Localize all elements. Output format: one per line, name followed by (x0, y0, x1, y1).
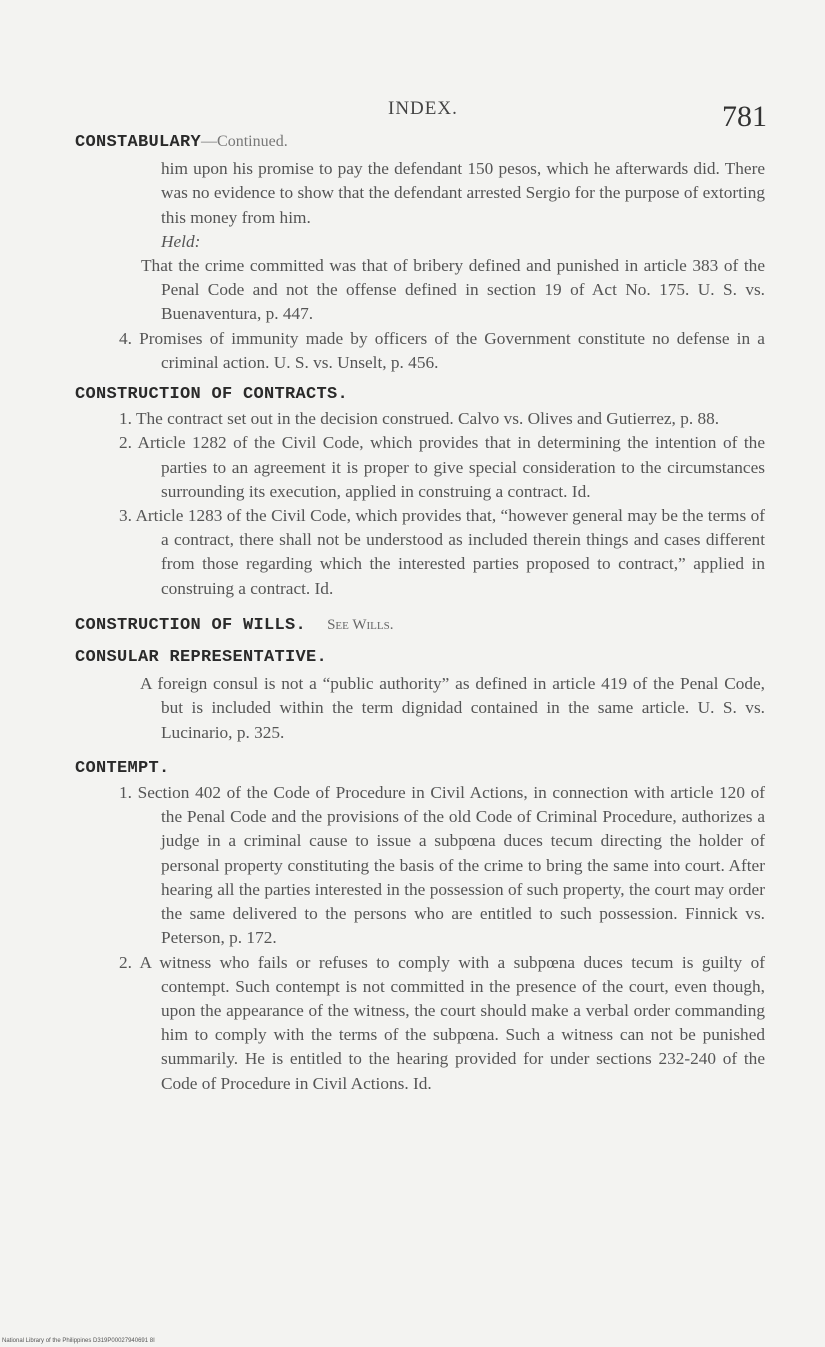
index-entry-construction-of-wills (75, 613, 765, 638)
entry-heading: CONSTABULARY—Continued. (75, 133, 288, 152)
running-header-title: INDEX. (388, 98, 458, 119)
continued-label: —Continued. (201, 133, 288, 150)
entry-heading: CONTEMPT. (75, 758, 170, 778)
entry-item: 3. Article 1283 of the Civil Code, which provides that, “however general may be the terms of a contract, there shall not be understood as included therein things and cases different from those regarding which the interested parties proposed to contract,” applied in construing a contract. Id. (119, 506, 765, 598)
index-entry-consular-representative (75, 646, 765, 745)
entry-item: 1. Section 402 of the Code of Procedure in Civil Actions, in connection with article 120 of the Penal Code and the provisions of the old Code of Criminal Procedure, authorizes a judge in a criminal cause to issue a subpœna duces tecum directing the holder of personal property constituting the basis of the crime to bring the same into court. After hearing all the parties interested in the possession of such property, the court may order the same delivered to the persons who are entitled to such possession. Finnick vs. Peterson, p. 172. (119, 783, 765, 948)
entry-heading: CONSTRUCTION OF WILLS. See Wills. (75, 615, 394, 635)
entry-heading: CONSULAR REPRESENTATIVE. (75, 648, 328, 668)
entry-item: 2. Article 1282 of the Civil Code, which provides that in determining the intention of the parties to an agreement it is proper to give special consideration to the circumstances surrounding its execution, applied in construing a contract. Id. (119, 433, 765, 501)
entry-item: 4. Promises of immunity made by officers of the Government constitute no defense in a criminal action. U. S. vs. Unselt, p. 456. (119, 328, 765, 372)
index-entry-contempt (75, 757, 765, 1096)
index-entries (75, 130, 765, 1096)
entry-holding-text: That the crime committed was that of bribery defined and punished in article 383 of the Penal Code and not the offense defined in section 19 of Act No. 175. U. S. vs. Buenaventura, p. 447. (141, 256, 765, 324)
entry-item: 1. The contract set out in the decision construed. Calvo vs. Olives and Gutierrez, p. 88. (119, 409, 720, 429)
index-entry-construction-of-contracts (75, 383, 765, 601)
index-entry-constabulary (75, 130, 765, 375)
entry-item: 2. A witness who fails or refuses to comply with a subpœna duces tecum is guilty of contempt. Such contempt is not committed in the presence of the court, even though, upon the appearance of the witness, the court should make a verbal order commanding him to comply with the terms of the subpœna. Such a witness can not be punished summarily. He is entitled to the hearing provided for under sections 232-240 of the Code of Procedure in Civil Actions. Id. (119, 952, 766, 1093)
scan-footer: National Library of the Philippines D319P00027940691 8I (2, 1338, 155, 1344)
entry-continuation-text: him upon his promise to pay the defendant 150 pesos, which he afterwards did. There was no evidence to show that the defendant arrested Sergio for the purpose of extorting this money from him. Held: (161, 159, 765, 251)
page-number: 781 (722, 100, 767, 133)
see-reference: See Wills. (327, 616, 394, 633)
entry-text: A foreign consul is not a “public authority” as defined in article 419 of the Penal Code, but is included within the term dignidad contained in the same article. U. S. vs. Lucinario, p. 325. (140, 674, 765, 742)
held-label: Held: (161, 231, 201, 251)
entry-heading: CONSTRUCTION OF CONTRACTS. (75, 385, 349, 405)
